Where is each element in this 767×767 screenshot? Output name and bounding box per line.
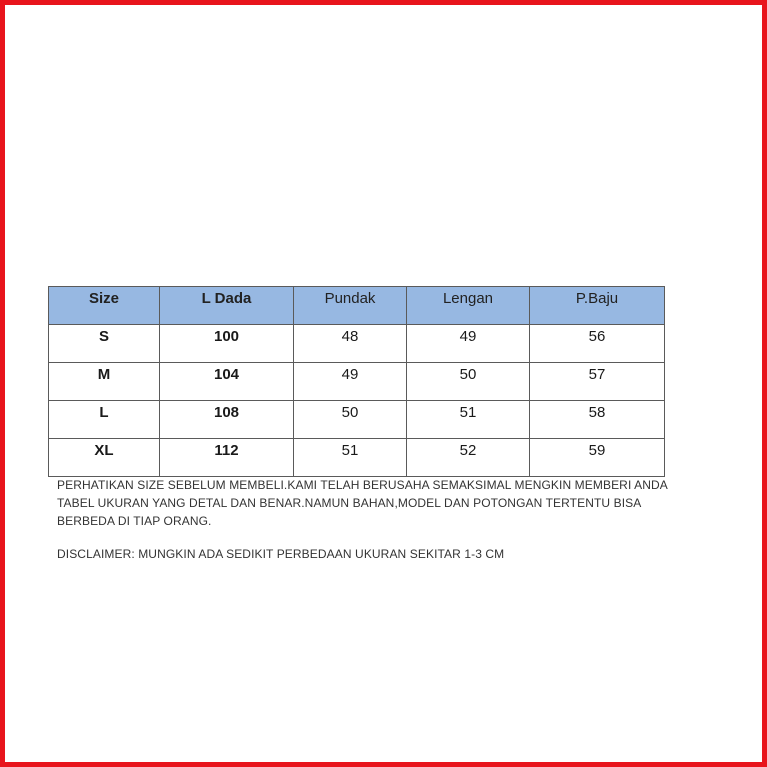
cell-pundak: 48	[294, 325, 407, 363]
cell-lengan: 52	[407, 439, 530, 477]
cell-p-baju: 56	[530, 325, 665, 363]
header-p-baju: P.Baju	[530, 287, 665, 325]
cell-l-dada: 112	[160, 439, 294, 477]
header-pundak: Pundak	[294, 287, 407, 325]
cell-p-baju: 57	[530, 363, 665, 401]
cell-l-dada: 108	[160, 401, 294, 439]
cell-pundak: 51	[294, 439, 407, 477]
header-l-dada: L Dada	[160, 287, 294, 325]
cell-p-baju: 59	[530, 439, 665, 477]
cell-pundak: 50	[294, 401, 407, 439]
header-lengan: Lengan	[407, 287, 530, 325]
table-row	[49, 439, 665, 477]
cell-pundak: 49	[294, 363, 407, 401]
table-row	[49, 401, 665, 439]
cell-size: L	[49, 401, 160, 439]
size-chart-table	[48, 286, 665, 477]
cell-size: M	[49, 363, 160, 401]
cell-size: XL	[49, 439, 160, 477]
cell-lengan: 51	[407, 401, 530, 439]
cell-lengan: 50	[407, 363, 530, 401]
table-header-row	[49, 287, 665, 325]
cell-l-dada: 100	[160, 325, 294, 363]
table-row	[49, 363, 665, 401]
cell-lengan: 49	[407, 325, 530, 363]
warning-note: PERHATIKAN SIZE SEBELUM MEMBELI.KAMI TELAH BERUSAHA SEMAKSIMAL MENGKIN MEMBERI ANDA TABEL UKURAN YANG DETAL DAN BENAR.NAMUN BAHAN,MODEL DAN POTONGAN TERTENTU BISA BERBEDA DI TIAP ORANG.	[57, 478, 668, 528]
notes-section	[57, 476, 697, 563]
cell-l-dada: 104	[160, 363, 294, 401]
cell-size: S	[49, 325, 160, 363]
header-size: Size	[49, 287, 160, 325]
cell-p-baju: 58	[530, 401, 665, 439]
disclaimer-note: DISCLAIMER: MUNGKIN ADA SEDIKIT PERBEDAAN UKURAN SEKITAR 1-3 CM	[57, 547, 505, 561]
table-row	[49, 325, 665, 363]
